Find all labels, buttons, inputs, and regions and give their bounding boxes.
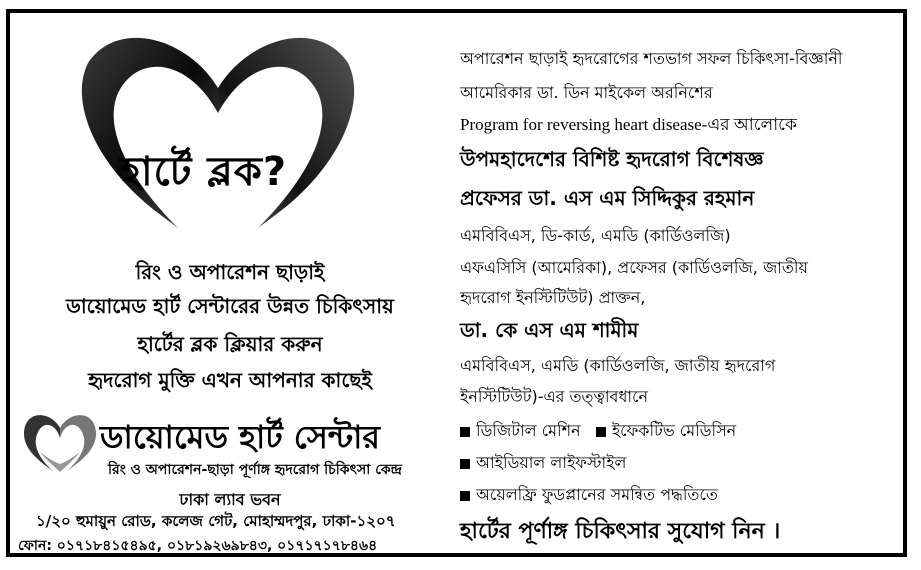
credentials-line-5: ইনস্টিটিউট)-এর তত্ত্বাবধানে	[460, 387, 649, 406]
credentials-line-4: এমবিবিএস, এমডি (কার্ডিওলজি, জাতীয় হৃদরোগ	[460, 356, 776, 375]
bullet-icon	[460, 427, 470, 437]
feature-effective-medicine: ইফেকটিভ মেডিসিন	[611, 421, 737, 440]
intro-line-3: Program for reversing heart disease-এর আলোকে	[460, 115, 797, 134]
feature-ideal-lifestyle: আইডিয়াল লাইফস্টাইল	[476, 453, 627, 472]
heading-specialist: উপমহাদেশের বিশিষ্ট হৃদরোগ বিশেষজ্ঞ	[460, 147, 764, 171]
logo-heart-icon	[20, 408, 100, 478]
brand-tagline: রিং ও অপারেশন-ছাড়া পূর্ণাঙ্গ হৃদরোগ চিকিৎসা কেন্দ্র	[108, 462, 402, 478]
heart-icon	[78, 18, 358, 248]
feature-row-3	[460, 482, 718, 509]
bullet-icon	[460, 491, 470, 501]
left-line-3: হার্টের ব্লক ক্লিয়ার করুন	[137, 332, 323, 356]
intro-line-1: অপারেশন ছাড়াই হৃদরোগের শতভাগ সফল চিকিৎসা-বিজ্ঞানী	[460, 49, 843, 68]
doctor-2-name: ডা. কে এস এম শামীম	[460, 318, 639, 342]
doctor-1-name: প্রফেসর ডা. এস এম সিদ্দিকুর রহমান	[460, 186, 755, 210]
brand-name: ডায়োমেড হার্ট সেন্টার	[100, 418, 380, 456]
building-name: ঢাকা ল্যাব ভবন	[179, 490, 281, 509]
credentials-line-2: এফএসিসি (আমেরিকা), প্রফেসর (কার্ডিওলজি, জাতীয়	[460, 258, 808, 277]
left-line-2: ডায়োমেড হার্ট সেন্টারের উন্নত চিকিৎসায়	[66, 294, 394, 318]
bullet-icon	[596, 427, 606, 437]
feature-row-1	[460, 418, 736, 445]
closing-line: হার্টের পূর্ণাঙ্গ চিকিৎসার সুযোগ নিন ।	[460, 519, 781, 544]
bullet-icon	[460, 459, 470, 469]
heart-title: হার্টে ব্লক?	[120, 149, 288, 195]
feature-oilfree-food: অয়েলফ্রি ফুডপ্লানের সমন্বিত পদ্ধতিতে	[476, 485, 718, 504]
left-line-1: রিং ও অপারেশন ছাড়াই	[135, 260, 325, 284]
credentials-line-3: হৃদরোগ ইনস্টিটিউট) প্রাক্তন,	[460, 288, 646, 307]
feature-digital-machine: ডিজিটাল মেশিন	[476, 421, 581, 440]
intro-line-2: আমেরিকার ডা. ডিন মাইকেল অরনিশের	[460, 83, 713, 102]
credentials-line-1: এমবিবিএস, ডি-কার্ড, এমডি (কার্ডিওলজি)	[460, 226, 731, 245]
phone-numbers: ফোন: ০১৭১৮৪১৫৪৯৫, ০১৮১৯২৬৯৮৪৩, ০১৭১৭১৭৮৪৬৪	[18, 538, 378, 554]
address: ১/২০ হুমায়ুন রোড, কলেজ গেট, মোহাম্মদপুর, ঢাকা-১২০৭	[36, 512, 396, 530]
left-line-4: হৃদরোগ মুক্তি এখন আপনার কাছেই	[88, 368, 372, 392]
feature-row-2	[460, 450, 626, 477]
